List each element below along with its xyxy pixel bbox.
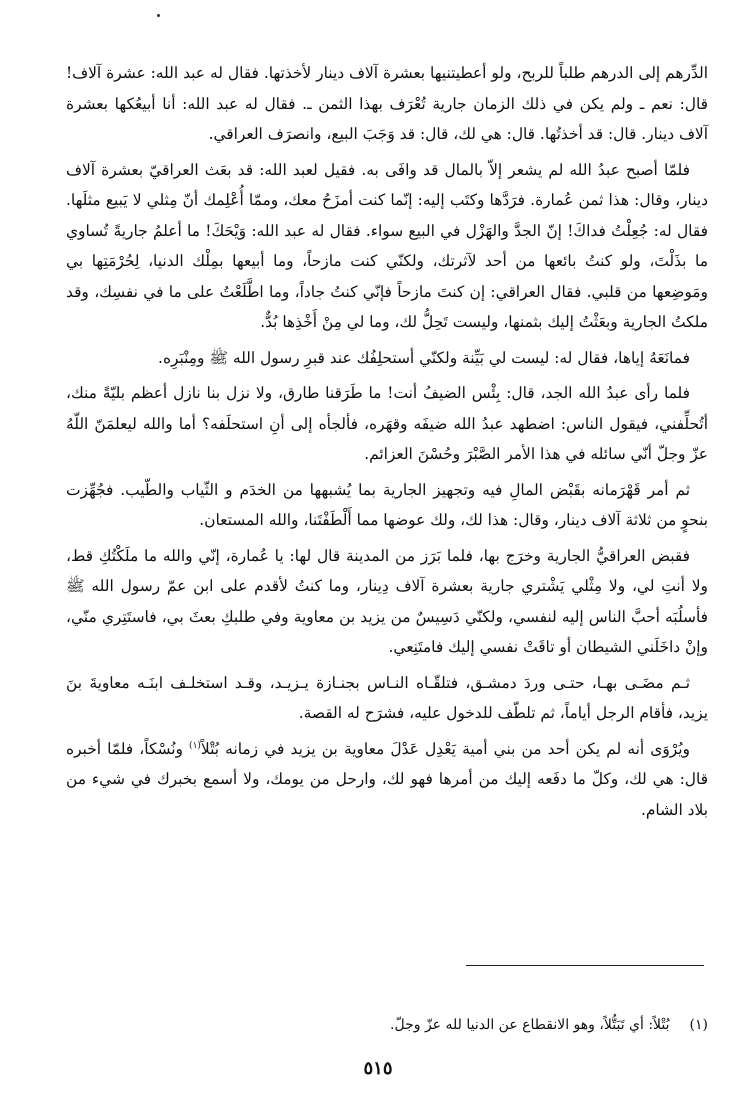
footnote-text: بُتْلاً: أي تَبَتُّلاً، وهو الانقطاع عن الدنيا لله عزّ وجلّ. xyxy=(390,1017,670,1033)
paragraph-7: ثـم مضَـى بهـا، حتـى وردَ دمشـق، فتلقّـاه النـاس بجنـازة يـزيـد، وقـد استخلـف ابنَـه معاويةَ بنَ يزيد، فأقام الرجل أياماً، ثم تلطّف للدخول عليه، فشرَح له القصة. xyxy=(66,673,708,722)
footnote-divider xyxy=(466,965,704,966)
paragraph-8 xyxy=(66,734,708,826)
paragraph-1: الدِّرهم إلى الدرهم طلباً للربح، ولو أعطيتنيها بعشرة آلاف دينار لأخذتها. فقال له عبد الله: عشرة آلاف! قال: نعم ـ ولم يكن في ذلك الزمان جارية تُعْرَف بهذا الثمن ـ. فقال له عبد الله: أنا أبيعُكها بعشرة آلاف دينار. قال: قد أخذتُها. قال: هي لك، قال: قد وَجَبَ البيع، وانصرَف العراقي. xyxy=(66,64,708,143)
stray-mark xyxy=(157,14,160,17)
paragraph-3: فمانَعَهُ إياها، فقال له: ليست لي بَيِّنة ولكنّي أستحلِفُك عند قبرِ رسول الله ﷺ ومِنْبَرِه. xyxy=(158,348,690,367)
page-number: ٥١٥ xyxy=(363,1058,393,1079)
paragraph-8-after: ونُسْكاً، فلمّا أخبره قال: هي لك، وكلّ ما دفَعه إليك من أمرها فهو لك، وارحل من يومك، ولا أسمع بخبرك في شيء من بلاد الشام. xyxy=(66,739,708,819)
paragraph-8-before: ويُرْوَى أنه لم يكن أحد من بني أمية يَعْدِل عَدْلَ معاوية بن يزيد في زمانه بُتْلاً xyxy=(200,739,690,758)
paragraph-5: ثم أمر قَهْرَمانه بقَبْض المالِ فيه وتجهيز الجارية بما يُشبهها من الخدَم و الثّياب والطّيب. فجُهِّزت بنحوٍ من ثلاثة آلاف دينار، وقال: هذا لك، ولك عوضها مما أَلْطَفْتَنا، والله المستعان. xyxy=(66,480,708,529)
paragraph-2: فلمّا أصبح عبدُ الله لم يشعر إلاّ بالمال قد وافَى به. فقيل لعبد الله: قد بعَث العراقيّ بعشرة آلاف دينار، وقال: هذا ثمن عُمارة. فرَدَّها وكتَب إليه: إنّما كنت أمزَحُ معك، وممّا أُعْلِمك أنّ مِثلي لا يَبيع مثلَها. فقال له: جُعِلْتُ فداكَ! إنّ الجدَّ والهَزْل في البيع سواء. فقال له عبد الله: وَيْحَكَ! ما أعلمُ جاريةً تُساوي ما بذَلْتَ، ولو كنتُ بائعها من أحد لآثرتك، ولكنّي كنت مازحاً، وما أبيعها بمِلْك الدنيا، لِحُرْمَتِها بي ومَوضِعها من قلبي. فقال العراقي: إن كنتَ مازحاً فإنّي كنتُ جاداً، وما اطَّلَعْتُ على ما في نفسِك، وقد ملكتُ الجارية وبعَثْتُ إليك بثمنها، وليست تَحِلُّ لك، وما لي مِنْ أَخْذِها بُدٌّ. xyxy=(66,160,708,331)
paragraph-4: فلما رأى عبدُ الله الجد، قال: بِئْس الضيفُ أنت! ما طَرَقنا طارق، ولا نزل بنا نازل أعظم بليّةً منك، أتُحلِّفني، فيقول الناس: اضطهد عبدُ الله ضيفَه وقهَره، فألجأه إلى أنِ استحلَفه؟ أما والله ليعلمَنّ اللّهُ عزّ وجلّ أنّي سائله في هذا الأمر الصَّبْرَ وحُسْنَ العزائم. xyxy=(66,384,708,463)
footnote xyxy=(66,1014,708,1036)
main-text xyxy=(66,58,708,830)
footnote-marker: (١) xyxy=(189,740,201,751)
paragraph-6: فقبض العراقيُّ الجارية وخرَج بها، فلما بَرَز من المدينة قال لها: يا عُمارة، إنّي والله ما ملَكْتُكِ قط، ولا أنتِ لي، ولا مِثْلي يَشْتري جارية بعشرة آلاف دِينار، وما كنتُ لأقدم على ابن عمّ رسول الله ﷺ فأسلُبَه أحبَّ الناس إليه لنفسي، ولكنّي دَسِيسٌ من يزيد بن معاوية وفي طلبكِ بعثَ بي، فاستَتِري منّي، وإنْ داخَلَني الشيطان أو تاقَتْ نفسي إليك فامتَنِعي. xyxy=(66,546,708,656)
footnote-number: (١) xyxy=(689,1017,708,1033)
